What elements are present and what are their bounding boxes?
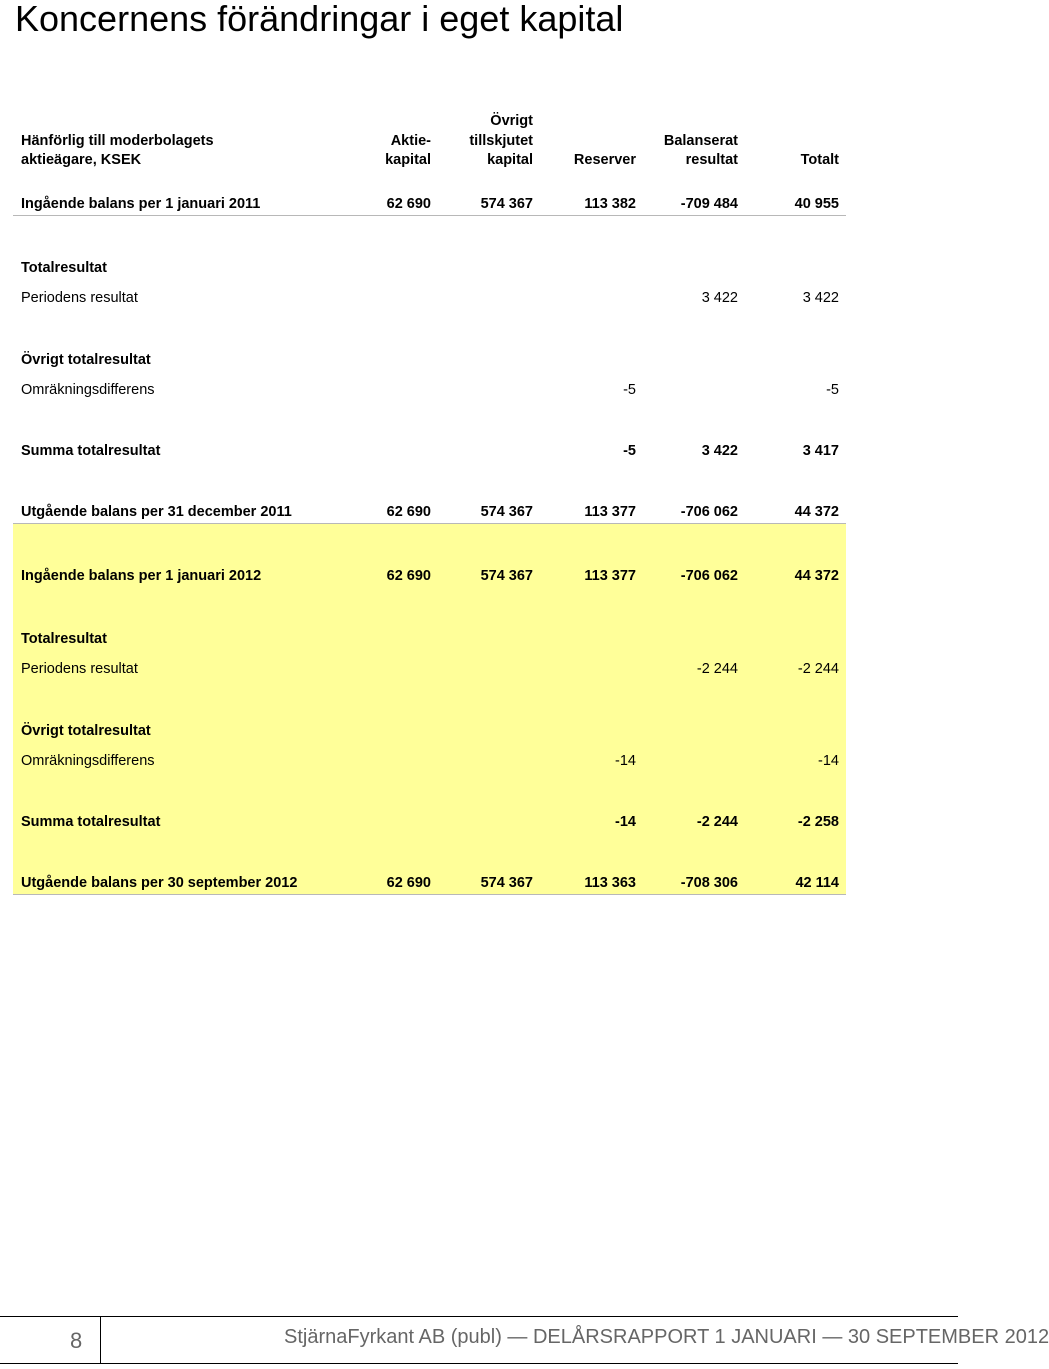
row-value: 44 372 (745, 524, 846, 587)
row-label: Ingående balans per 1 januari 2011 (13, 174, 351, 216)
row-value (351, 772, 438, 833)
row-label: Omräkningsdifferens (13, 742, 351, 772)
header-line: tillskjutet (469, 132, 533, 149)
row-value: 113 363 (540, 833, 643, 895)
row-value: -5 (623, 442, 636, 459)
header-line: kapital (487, 152, 533, 168)
row-value: 574 367 (438, 524, 540, 587)
page-number: 8 (70, 1328, 83, 1353)
row-label: Periodens resultat (21, 289, 138, 306)
row-value (643, 587, 745, 650)
header-balanserat-resultat (643, 112, 745, 174)
row-value (351, 680, 438, 742)
row-value (438, 401, 540, 462)
row-value: 113 382 (540, 174, 643, 216)
row-value: 574 367 (438, 833, 540, 895)
row-value: -2 258 (745, 772, 846, 833)
row-value: -706 062 (643, 524, 745, 587)
row-value (438, 650, 540, 680)
row-value: 42 114 (745, 833, 846, 895)
row-value: -14 (540, 772, 643, 833)
table-row (13, 742, 846, 772)
row-label: Övrigt totalresultat (21, 351, 151, 368)
header-ovrigt-tillskjutet-kapital (438, 112, 540, 174)
row-label: Övrigt totalresultat (13, 680, 351, 742)
row-value: 62 690 (351, 462, 438, 524)
row-value: 3 422 (701, 289, 738, 306)
row-value: 113 377 (540, 524, 643, 587)
equity-table (13, 112, 846, 895)
header-line: Totalt (800, 152, 839, 168)
row-value (540, 216, 643, 279)
header-line: kapital (385, 152, 431, 168)
header-line: Reserver (573, 152, 636, 168)
row-label: Ingående balans per 1 januari 2012 (13, 524, 351, 587)
row-value: -2 244 (643, 650, 745, 680)
row-value: 62 690 (351, 524, 438, 587)
row-value (540, 309, 643, 371)
table-row (13, 216, 846, 279)
row-value (351, 587, 438, 650)
row-value (438, 371, 540, 401)
row-value (351, 401, 438, 462)
row-label: Totalresultat (21, 259, 107, 276)
row-value: 62 690 (351, 833, 438, 895)
row-value: 574 367 (438, 462, 540, 524)
row-value (351, 309, 438, 371)
row-value: 40 955 (745, 174, 846, 216)
row-value: 113 377 (540, 462, 643, 524)
row-value (351, 216, 438, 279)
table-row (13, 524, 846, 587)
row-value (540, 650, 643, 680)
page-title: Koncernens förändringar i eget kapital (15, 0, 624, 39)
row-value (438, 216, 540, 279)
table-row (13, 650, 846, 680)
table-row (13, 462, 846, 524)
row-value (745, 216, 846, 279)
table-row (13, 309, 846, 371)
row-value (351, 742, 438, 772)
row-value (745, 680, 846, 742)
row-value: -706 062 (643, 462, 745, 524)
header-label-line: Hänförlig till moderbolagets (21, 132, 214, 149)
row-value: 44 372 (745, 462, 846, 524)
row-value (438, 587, 540, 650)
row-value (351, 650, 438, 680)
row-value: 3 422 (802, 289, 839, 306)
row-value (745, 587, 846, 650)
header-line: Balanserat (663, 132, 738, 149)
row-value (745, 309, 846, 371)
header-line: Övrigt (490, 113, 533, 129)
row-value (438, 742, 540, 772)
header-reserver (540, 112, 643, 174)
row-value (438, 772, 540, 833)
row-label: Totalresultat (13, 587, 351, 650)
row-value (540, 680, 643, 742)
row-value: 3 417 (802, 442, 839, 459)
row-label: Summa totalresultat (13, 772, 351, 833)
table-header (13, 112, 846, 174)
row-label: Utgående balans per 30 september 2012 (13, 833, 351, 895)
row-value (643, 742, 745, 772)
row-value: -709 484 (643, 174, 745, 216)
table-row (13, 371, 846, 401)
row-value: -708 306 (643, 833, 745, 895)
table-row (13, 174, 846, 216)
row-label: Periodens resultat (13, 650, 351, 680)
header-label-line: aktieägare, KSEK (21, 152, 142, 168)
row-value (540, 279, 643, 309)
row-label: Summa totalresultat (21, 442, 161, 459)
footer-bottom-rule (0, 1363, 958, 1364)
row-value: -14 (540, 742, 643, 772)
row-value: -2 244 (745, 650, 846, 680)
row-value (351, 371, 438, 401)
table-row (13, 401, 846, 462)
row-value (643, 371, 745, 401)
row-value (643, 680, 745, 742)
table-row (13, 279, 846, 309)
row-value: -5 (623, 381, 636, 398)
header-line: Aktie- (390, 132, 431, 149)
footer-top-rule (0, 1316, 958, 1317)
row-value: -5 (826, 381, 839, 398)
row-value (438, 309, 540, 371)
table-row (13, 680, 846, 742)
row-label: Omräkningsdifferens (21, 381, 155, 398)
row-value: -14 (745, 742, 846, 772)
table-row (13, 833, 846, 895)
row-value: 62 690 (351, 174, 438, 216)
header-totalt (745, 112, 846, 174)
table-row (13, 587, 846, 650)
row-label: Utgående balans per 31 december 2011 (13, 462, 351, 524)
footer-divider (100, 1317, 101, 1363)
row-value (643, 309, 745, 371)
row-value (540, 587, 643, 650)
row-value: -2 244 (643, 772, 745, 833)
header-line: resultat (685, 152, 738, 168)
row-value (438, 680, 540, 742)
table-row (13, 772, 846, 833)
footer-report-title: StjärnaFyrkant AB (publ) — DELÅRSRAPPORT 1 JANUARI — 30 SEPTEMBER 2012 (284, 1326, 1049, 1348)
row-value (438, 279, 540, 309)
header-aktiekapital (351, 112, 438, 174)
row-value (351, 279, 438, 309)
row-value: 574 367 (438, 174, 540, 216)
header-label (13, 112, 351, 174)
row-value: 3 422 (701, 442, 738, 459)
row-value (643, 216, 745, 279)
